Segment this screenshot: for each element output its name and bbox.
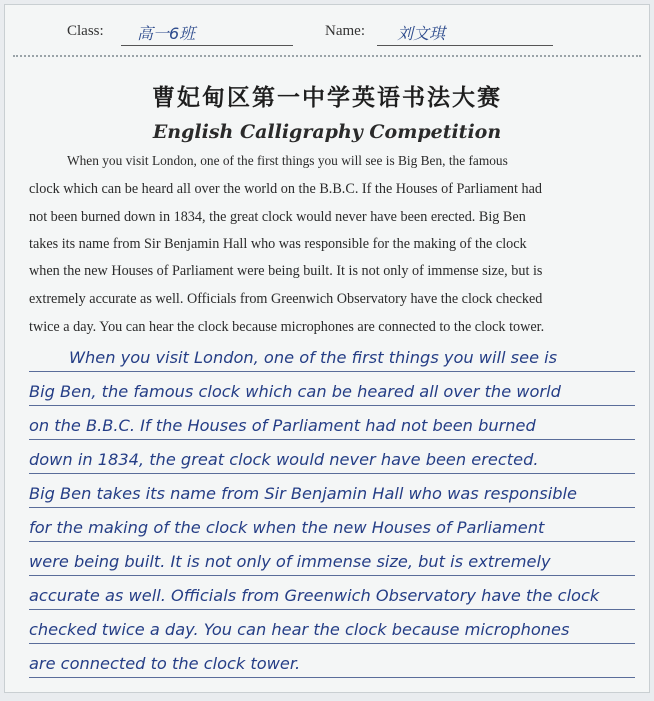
printed-line: takes its name from Sir Benjamin Hall who was responsible for the making of the clock [29,236,527,252]
ruled-line [29,405,635,406]
competition-sheet [4,4,650,693]
handwritten-line: were being built. It is not only of immense size, but is extremely [29,552,551,571]
handwritten-line: checked twice a day. You can hear the clock because microphones [29,620,570,639]
handwritten-line: Big Ben takes its name from Sir Benjamin Hall who was responsible [29,484,577,503]
handwritten-line: accurate as well. Officials from Greenwich Observatory have the clock [29,586,600,605]
ruled-line [29,371,635,372]
ruled-line [29,677,635,678]
chinese-title: 曹妃甸区第一中学英语书法大赛 [152,84,502,111]
handwritten-line: Big Ben, the famous clock which can be heared all over the world [29,382,561,401]
printed-line: clock which can be heard all over the world on the B.B.C. If the Houses of Parliament had [29,181,542,197]
handwritten-line: for the making of the clock when the new Houses of Parliament [29,518,545,537]
ruled-line [29,575,635,576]
ruled-line [29,473,635,474]
handwritten-line: When you visit London, one of the first things you will see is [69,348,558,367]
printed-line: extremely accurate as well. Officials from Greenwich Observatory have the clock checked [29,291,543,307]
class-underline [121,45,293,46]
class-value: 高一6班 [137,24,196,43]
handwritten-line: are connected to the clock tower. [29,654,301,673]
ruled-line [29,507,635,508]
printed-line: not been burned down in 1834, the great clock would never have been erected. Big Ben [29,209,526,225]
ruled-line [29,643,635,644]
english-title: English Calligraphy Competition [152,121,502,143]
printed-line: twice a day. You can hear the clock because microphones are connected to the clock tower. [29,319,545,335]
perforation-line [13,55,641,57]
printed-line: When you visit London, one of the first things you will see is Big Ben, the famous [67,153,508,168]
name-underline [377,45,553,46]
name-label: Name: [325,23,365,39]
class-label: Class: [67,23,104,39]
ruled-line [29,541,635,542]
handwritten-line: down in 1834, the great clock would never have been erected. [29,450,539,469]
handwritten-line: on the B.B.C. If the Houses of Parliament had not been burned [29,416,536,435]
ruled-line [29,439,635,440]
printed-line: when the new Houses of Parliament were being built. It is not only of immense size, but is [29,263,543,279]
ruled-line [29,609,635,610]
name-value: 刘文琪 [397,24,446,43]
